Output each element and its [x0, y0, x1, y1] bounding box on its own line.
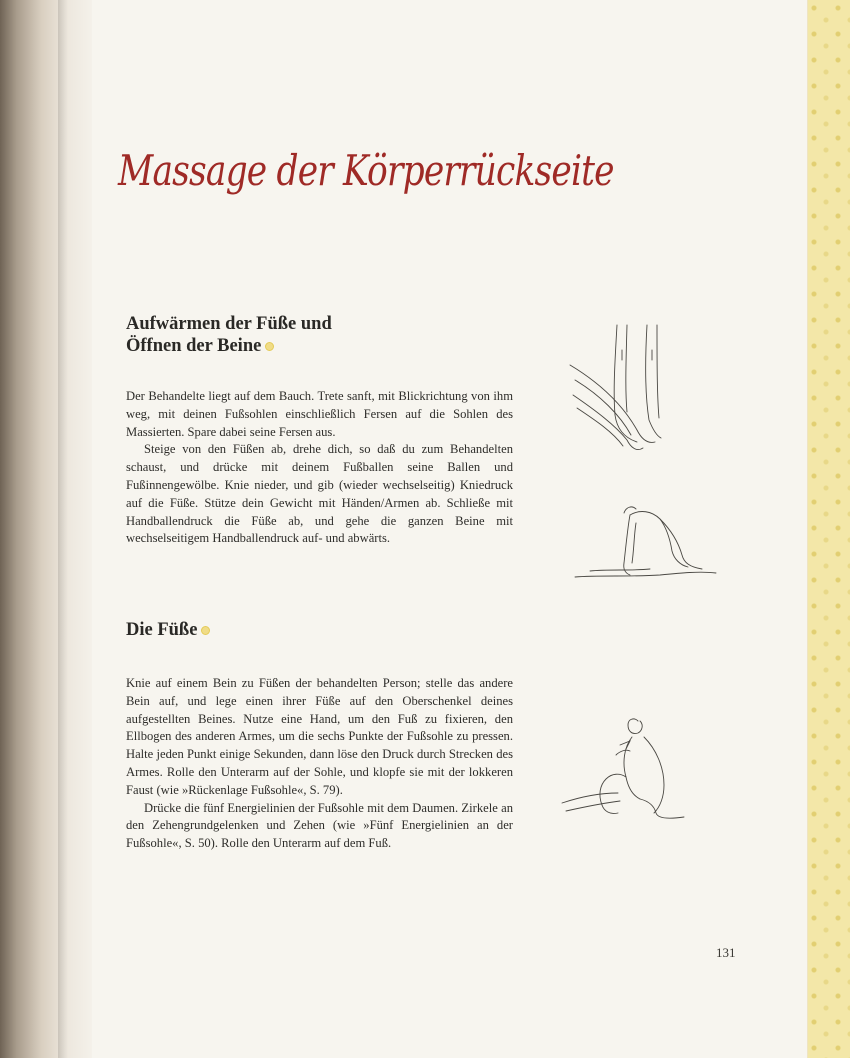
section-heading-warmup [126, 313, 332, 357]
paragraph: Der Behandelte liegt auf dem Bauch. Trete sanft, mit Blickrichtung von ihm weg, mit deinen Fußsohlen einschließlich Fersen auf die Sohlen des Massierten. Spare dabei seine Fersen aus. [126, 389, 513, 439]
section-text-warmup [126, 388, 513, 548]
page-title: Massage der Körperrückseite [118, 146, 614, 195]
section-heading-line2: Öffnen der Beine [126, 336, 262, 356]
flower-bullet-icon [201, 626, 210, 635]
page-number: 131 [716, 945, 736, 960]
decorative-page-border [807, 0, 850, 1058]
illustration-foot-stepping [565, 320, 685, 460]
illustration-foot-massage [560, 715, 725, 825]
illustration-kneeling-pressure [570, 505, 720, 585]
flower-bullet-icon [265, 342, 274, 351]
paragraph: Knie auf einem Bein zu Füßen der behandelten Person; stelle das andere Bein auf, und lege einen ihrer Füße auf den Oberschenkel deines aufgestellten Beines. Nutze eine Hand, um den Fuß zu fixieren, den Ellbogen des anderen Armes, um die sechs Punkte der Fußsohle zu pressen. Halte jeden Punkt einige Sekunden, dann löse den Druck durch Strecken des Armes. Rolle den Unterarm auf der Sohle, und klopfe sie mit der lokkeren Faust (wie »Rückenlage Fußsohle«, S. 79). [126, 676, 513, 797]
book-gutter [58, 0, 68, 1058]
paragraph: Steige von den Füßen ab, drehe dich, so daß du zum Behandelten schaust, und drücke mit deinem Fußballen seine Ballen und Fußinnengewölbe. Knie nieder, und gib (wieder wechselseitig) Kniedruck auf die Füße. Stütze dein Gewicht mit Händen/Armen ab. Schließe mit Handballendruck die Füße ab, und gehe die ganzen Beine mit wechselseitigem Handballendruck auf- und abwärts. [126, 442, 513, 546]
section-heading-feet [126, 619, 210, 641]
section-heading-line1: Aufwärmen der Füße und [126, 314, 332, 334]
section-heading-line1: Die Füße [126, 620, 198, 640]
section-text-feet [126, 675, 513, 853]
paragraph: Drücke die fünf Energielinien der Fußsohle mit dem Daumen. Zirkele an den Zehengrundgelenken und Zehen (wie »Fünf Energielinien an der Fußsohle«, S. 50). Rolle den Unterarm auf dem Fuß. [126, 800, 513, 851]
book-spine-shadow [0, 0, 92, 1058]
